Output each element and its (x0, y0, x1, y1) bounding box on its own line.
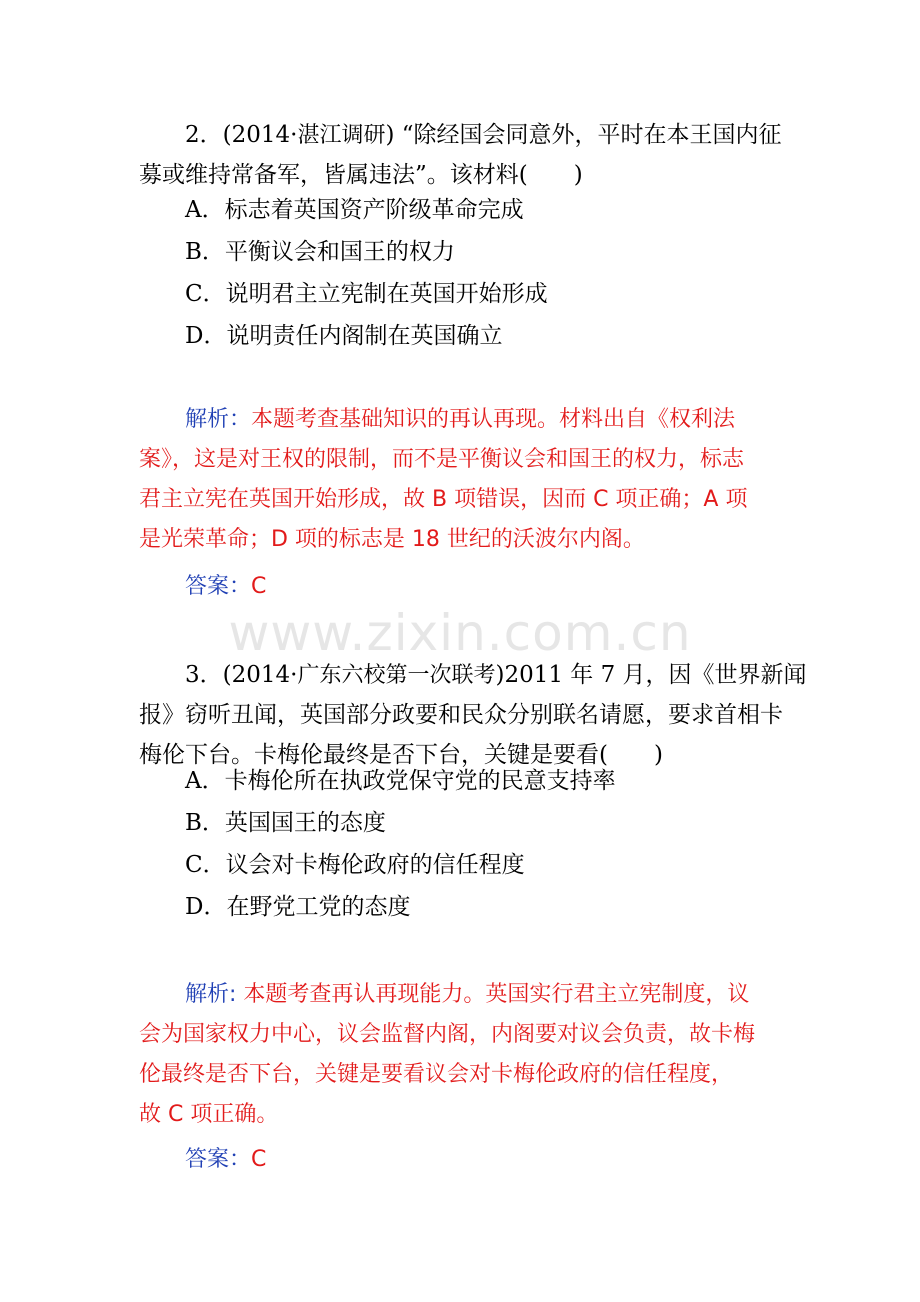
question-3-stem-line-3: 梅伦下台。卡梅伦最终是否下台，关键是要看( ) (139, 742, 663, 768)
question-2-source: 湛江调研 (297, 123, 386, 148)
answer-label: 答案： (185, 574, 252, 599)
question-3-analysis-line-4: 故 C 项正确。 (139, 1102, 279, 1127)
question-3-analysis (139, 975, 784, 1135)
question-3-option-c: C．议会对卡梅伦政府的信任程度 (185, 852, 525, 878)
answer-value: C (251, 1147, 267, 1172)
question-3-options (139, 760, 784, 928)
question-3-analysis-line-1: 解析: 本题考查再认再现能力。英国实行君主立宪制度，议 (185, 982, 750, 1007)
question-2-options (139, 189, 784, 357)
question-2-analysis-line-1: 解析：本题考查基础知识的再认再现。材料出自《权利法 (185, 407, 736, 432)
question-3-option-a: A．卡梅伦所在执政党保守党的民意支持率 (185, 768, 616, 794)
watermark-text: www.zixin.com.cn (228, 604, 692, 662)
question-2-option-c: C．说明君主立宪制在英国开始形成 (185, 281, 548, 307)
question-2-analysis-line-4: 是光荣革命；D 项的标志是 18 世纪的沃波尔内阁。 (139, 527, 645, 552)
question-2 (139, 115, 784, 195)
question-2-stem-line-2: 募或维持常备军，皆属违法”。该材料( ) (139, 162, 583, 188)
question-3-stem-line-2: 报》窃听丑闻，英国部分政要和民众分别联名请愿，要求首相卡 (139, 702, 783, 728)
answer-value: C (251, 574, 267, 599)
question-3-option-b: B．英国国王的态度 (185, 810, 386, 836)
question-3-analysis-line-2: 会为国家权力中心，议会监督内阁，内阁要对议会负责，故卡梅 (139, 1022, 756, 1047)
analysis-label: 解析: (185, 982, 244, 1007)
question-2-option-d: D．说明责任内阁制在英国确立 (185, 323, 503, 349)
question-3-source: 广东六校第一次联考 (297, 663, 496, 688)
answer-label: 答案： (185, 1147, 252, 1172)
question-2-analysis-line-3: 君主立宪在英国开始形成，故 B 项错误，因而 C 项正确；A 项 (139, 487, 748, 512)
question-2-option-b: B．平衡议会和国王的权力 (185, 239, 455, 265)
question-2-stem-text: ) “除经国会同意外，平时在本王国内征 (385, 122, 782, 148)
question-3-stem-text: )2011 年 7 月，因《世界新闻 (495, 662, 807, 688)
question-3-analysis-line-3: 伦最终是否下台，关键是要看议会对卡梅伦政府的信任程度， (139, 1062, 734, 1087)
analysis-label: 解析： (185, 407, 252, 432)
question-2-number: 2．(2014· (185, 122, 298, 148)
question-2-option-a: A．标志着英国资产阶级革命完成 (185, 197, 524, 223)
question-3-answer (139, 1140, 784, 1180)
question-2-analysis (139, 400, 784, 560)
question-2-analysis-line-2: 案》，这是对王权的限制，而不是平衡议会和国王的权力，标志 (139, 447, 745, 472)
question-3-stem-line-1 (139, 655, 807, 695)
question-3-option-d: D．在野党工党的态度 (185, 894, 411, 920)
question-2-answer (139, 567, 784, 607)
question-3 (139, 655, 807, 775)
question-3-number: 3．(2014· (185, 662, 298, 688)
question-2-stem-line-1 (139, 115, 784, 155)
